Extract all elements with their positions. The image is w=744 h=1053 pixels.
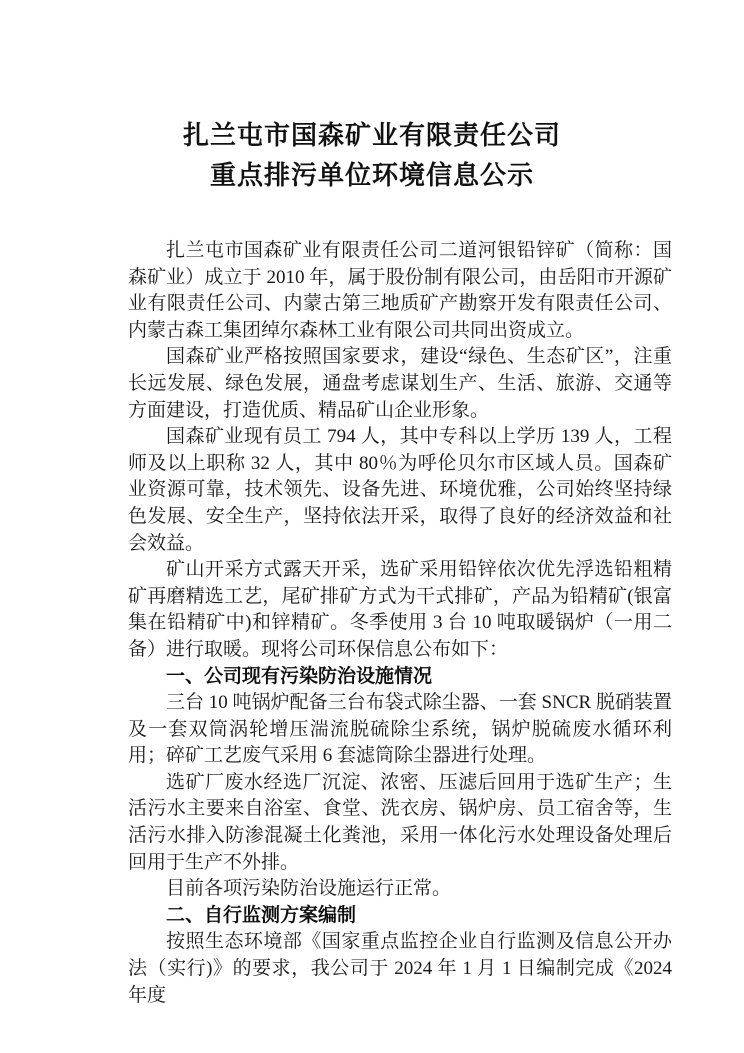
paragraph-facilities-status: 目前各项污染防治设施运行正常。 [166, 878, 452, 900]
document-title-line-2: 重点排污单位环境信息公示 [209, 161, 534, 190]
document-title-line-1: 扎兰屯市国森矿业有限责任公司 [182, 121, 561, 150]
paragraph-monitoring-plan: 按照生态环境部《国家重点监控企业自行监测及信息公开办法（实行)》的要求，我公司于 2024 年 1 月 1 日编制完成《2024 年度 [128, 931, 672, 1006]
paragraph-boiler-facilities: 三台 10 吨锅炉配备三台布袋式除尘器、一套 SNCR 脱硝装置及一套双筒涡轮增压湍流脱硫除尘系统，锅炉脱硫废水循环利用；碎矿工艺废气采用 6 套滤筒除尘器进行处理。 [128, 692, 672, 767]
document-body [128, 238, 672, 1009]
paragraph-green-mine: 国森矿业严格按照国家要求，建设“绿色、生态矿区”，注重长远发展、绿色发展，通盘考虑谋划生产、生活、旅游、交通等方面建设，打造优质、精品矿山企业形象。 [128, 346, 672, 421]
paragraph-mining-process: 矿山开采方式露天开采，选矿采用铅锌依次优先浮选铅粗精矿再磨精选工艺，尾矿排矿方式为干式排矿，产品为铅精矿(银富集在铅精矿中)和锌精矿。冬季使用 3 台 10 吨取暖锅炉（一用二备）进行取暖。现将公司环保信息公布如下： [128, 559, 672, 660]
section-heading-2: 二、自行监测方案编制 [166, 904, 357, 926]
paragraph-staff-stats: 国森矿业现有员工 794 人，其中专科以上学历 139 人，工程师及以上职称 32 人，其中 80％为呼伦贝尔市区域人员。国森矿业资源可靠，技术领先、设备先进、环境优雅，公司始终坚持绿色发展、安全生产，坚持依法开采，取得了良好的经济效益和社会效益。 [128, 426, 672, 554]
paragraph-company-intro: 扎兰屯市国森矿业有限责任公司二道河银铅锌矿（简称：国森矿业）成立于 2010 年，属于股份制有限公司，由岳阳市开源矿业有限责任公司、内蒙古第三地质矿产勘察开发有限责任公司、内蒙古森工集团绰尔森林工业有限公司共同出资成立。 [128, 240, 672, 341]
section-heading-1: 一、公司现有污染防治设施情况 [166, 665, 433, 687]
document-title [0, 0, 744, 196]
paragraph-wastewater: 选矿厂废水经选厂沉淀、浓密、压滤后回用于选矿生产；生活污水主要来自浴室、食堂、洗衣房、锅炉房、员工宿舍等，生活污水排入防渗混凝土化粪池，采用一体化污水处理设备处理后回用于生产不外排。 [128, 771, 672, 873]
